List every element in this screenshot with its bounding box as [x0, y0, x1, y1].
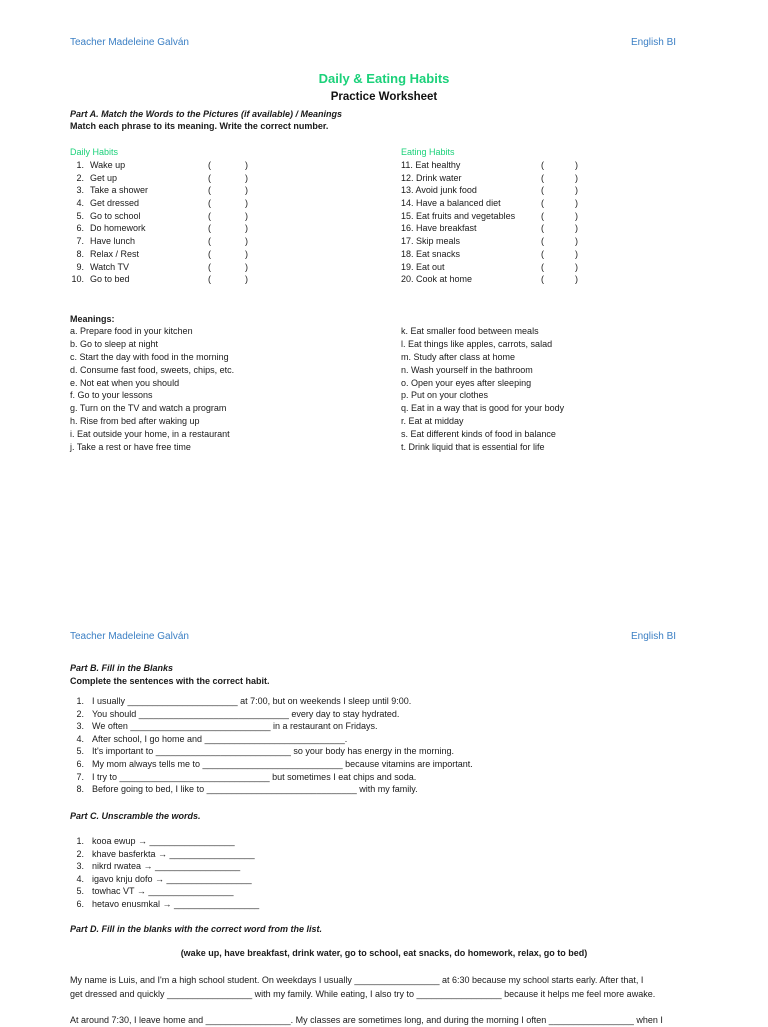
- list-item: 8. Before going to bed, I like to ______________________________ with my family.: [76, 784, 418, 795]
- answer-paren-close: ): [245, 261, 248, 272]
- answer-paren-open: (: [208, 160, 211, 170]
- meaning-item: l. Eat things like apples, carrots, salad: [401, 338, 553, 349]
- list-item: 1. I usually ______________________ at 7:00, but on weekends I sleep until 9:00.: [76, 696, 412, 706]
- list-item: 5. It's important to ___________________________ so your body has energy in the morning.: [76, 746, 454, 757]
- answer-paren-open: (: [541, 248, 544, 259]
- meaning-item: c. Start the day with food in the morning: [70, 351, 229, 362]
- list-item: 12. Drink water ( ): [401, 172, 578, 183]
- answer-paren-open: (: [208, 274, 211, 285]
- answer-paren-open: (: [208, 223, 211, 234]
- meaning-item: p. Put on your clothes: [401, 390, 489, 401]
- list-item: 17. Skip meals ( ): [401, 236, 578, 247]
- answer-paren-open: (: [541, 236, 544, 247]
- meaning-item: h. Rise from bed after waking up: [70, 416, 200, 427]
- meaning-item: n. Wash yourself in the bathroom: [401, 364, 533, 375]
- list-item: 11. Eat healthy ( ): [401, 160, 578, 170]
- list-item: 18. Eat snacks ( ): [401, 248, 578, 259]
- list-item: 6. hetavo enusmkal → _________________: [76, 898, 260, 909]
- list-item: 16. Have breakfast ( ): [401, 223, 578, 234]
- list-item: 5. Go to school ( ): [76, 210, 248, 221]
- answer-paren-close: ): [245, 274, 248, 285]
- list-item: 3. We often ____________________________ in a restaurant on Fridays.: [76, 721, 378, 732]
- answer-paren-close: ): [245, 160, 248, 170]
- meaning-item: i. Eat outside your home, in a restaurant: [70, 429, 230, 440]
- list-item: 2. khave basferkta → _________________: [76, 848, 255, 859]
- list-item: 14. Have a balanced diet ( ): [401, 198, 578, 209]
- list-item: 19. Eat out ( ): [401, 261, 578, 272]
- meaning-item: r. Eat at midday: [401, 416, 464, 427]
- answer-paren-open: (: [208, 248, 211, 259]
- list-item: 9. Watch TV ( ): [76, 261, 248, 272]
- answer-paren-close: ): [245, 236, 248, 247]
- answer-paren-open: (: [208, 236, 211, 247]
- meaning-item: s. Eat different kinds of food in balance: [401, 429, 556, 440]
- meaning-item: g. Turn on the TV and watch a program: [70, 403, 227, 414]
- answer-paren-open: (: [208, 172, 211, 183]
- answer-paren-open: (: [208, 185, 211, 196]
- answer-paren-close: ): [245, 185, 248, 196]
- list-item: 10. Go to bed ( ): [71, 274, 248, 285]
- story-line: My name is Luis, and I'm a high school student. On weekdays I usually _________________ at 6:30 because my school starts early. After that, I: [70, 975, 644, 985]
- answer-paren-close: ): [575, 210, 578, 221]
- answer-paren-close: ): [245, 223, 248, 234]
- list-item: 4. Get dressed ( ): [76, 198, 248, 209]
- list-item: 1. kooa ewup → _________________: [76, 836, 235, 846]
- answer-paren-open: (: [541, 223, 544, 234]
- answer-paren-close: ): [245, 198, 248, 209]
- part-b-instruction: Complete the sentences with the correct habit.: [70, 676, 270, 686]
- part-d-heading: Part D. Fill in the blanks with the correct word from the list.: [70, 924, 323, 934]
- eating-habits-list: [401, 159, 591, 286]
- answer-paren-close: ): [245, 248, 248, 259]
- list-item: 7. I try to ______________________________ but sometimes I eat chips and soda.: [76, 771, 417, 782]
- answer-paren-close: ): [575, 274, 578, 285]
- answer-paren-close: ): [575, 236, 578, 247]
- part-a-instruction: Match each phrase to its meaning. Write the correct number.: [70, 121, 329, 131]
- answer-paren-open: (: [208, 198, 211, 209]
- meaning-item: d. Consume fast food, sweets, chips, etc.: [70, 364, 235, 375]
- answer-paren-close: ): [575, 160, 578, 170]
- list-item: 6. Do homework ( ): [76, 223, 248, 234]
- answer-paren-open: (: [541, 185, 544, 196]
- list-item: 3. Take a shower ( ): [76, 185, 248, 196]
- answer-paren-close: ): [245, 172, 248, 183]
- answer-paren-open: (: [541, 210, 544, 221]
- meanings-left-list: [70, 325, 234, 454]
- list-item: 13. Avoid junk food ( ): [401, 185, 578, 196]
- answer-paren-close: ): [575, 248, 578, 259]
- meaning-item: j. Take a rest or have free time: [70, 442, 191, 453]
- list-item: 4. igavo knju dofo → _________________: [76, 873, 252, 884]
- part-c-heading: Part C. Unscramble the words.: [70, 811, 201, 821]
- header-teacher: Teacher Madeleine Galván: [70, 631, 189, 642]
- answer-paren-open: (: [541, 198, 544, 209]
- daily-habits-list: [70, 159, 260, 286]
- answer-paren-close: ): [575, 172, 578, 183]
- worksheet-subtitle: Practice Worksheet: [330, 91, 438, 103]
- list-item: 6. My mom always tells me to ____________________________ because vitamins are important.: [76, 758, 473, 769]
- meaning-item: e. Not eat when you should: [70, 377, 180, 388]
- story-line: get dressed and quickly _________________ with my family. While eating, I also try to _________________ because it helps me feel more awake.: [70, 989, 656, 999]
- header-teacher: Teacher Madeleine Galván: [70, 37, 189, 48]
- meaning-item: b. Go to sleep at night: [70, 338, 159, 349]
- header-level: English BI: [631, 631, 677, 642]
- list-item: 2. You should ______________________________ every day to stay hydrated.: [76, 708, 400, 719]
- list-item: 7. Have lunch ( ): [76, 236, 248, 247]
- list-item: 3. nikrd rwatea → _________________: [76, 861, 241, 872]
- meaning-item: k. Eat smaller food between meals: [401, 326, 539, 336]
- answer-paren-open: (: [541, 261, 544, 272]
- list-item: 2. Get up ( ): [76, 172, 248, 183]
- answer-paren-open: (: [541, 172, 544, 183]
- meaning-item: q. Eat in a way that is good for your body: [401, 403, 565, 414]
- header-level: English BI: [631, 37, 677, 48]
- meanings-right-list: [401, 325, 564, 454]
- meaning-item: m. Study after class at home: [401, 351, 516, 362]
- answer-paren-close: ): [575, 185, 578, 196]
- answer-paren-close: ): [575, 198, 578, 209]
- part-c-items: [70, 835, 259, 911]
- meaning-item: t. Drink liquid that is essential for life: [401, 442, 545, 453]
- list-item: 1. Wake up ( ): [76, 160, 248, 170]
- part-b-sentences: [70, 695, 473, 796]
- meaning-item: o. Open your eyes after sleeping: [401, 377, 532, 388]
- meaning-item: f. Go to your lessons: [70, 390, 153, 401]
- list-item: 5. towhac VT → _________________: [76, 886, 234, 897]
- list-item: 4. After school, I go home and ____________________________.: [76, 733, 348, 744]
- answer-paren-close: ): [245, 210, 248, 221]
- answer-paren-open: (: [541, 274, 544, 285]
- answer-paren-open: (: [541, 160, 544, 170]
- answer-paren-open: (: [208, 261, 211, 272]
- word-bank: (wake up, have breakfast, drink water, go to school, eat snacks, do homework, relax, go to bed): [180, 948, 588, 958]
- story-line: At around 7:30, I leave home and _________________. My classes are sometimes long, and during the morning I often _________________ when I: [70, 1015, 663, 1025]
- eating-habits-heading: Eating Habits: [401, 147, 455, 157]
- list-item: 20. Cook at home ( ): [401, 274, 578, 285]
- list-item: 15. Eat fruits and vegetables ( ): [401, 210, 578, 221]
- daily-habits-heading: Daily Habits: [70, 147, 119, 157]
- part-a-heading: Part A. Match the Words to the Pictures (if available) / Meanings: [70, 109, 343, 119]
- worksheet-title: Daily & Eating Habits: [318, 71, 450, 86]
- meaning-item: a. Prepare food in your kitchen: [70, 326, 193, 336]
- answer-paren-open: (: [208, 210, 211, 221]
- answer-paren-close: ): [575, 223, 578, 234]
- part-b-heading: Part B. Fill in the Blanks: [70, 663, 174, 673]
- meanings-title: Meanings:: [70, 314, 115, 324]
- answer-paren-close: ): [575, 261, 578, 272]
- list-item: 8. Relax / Rest ( ): [76, 248, 248, 259]
